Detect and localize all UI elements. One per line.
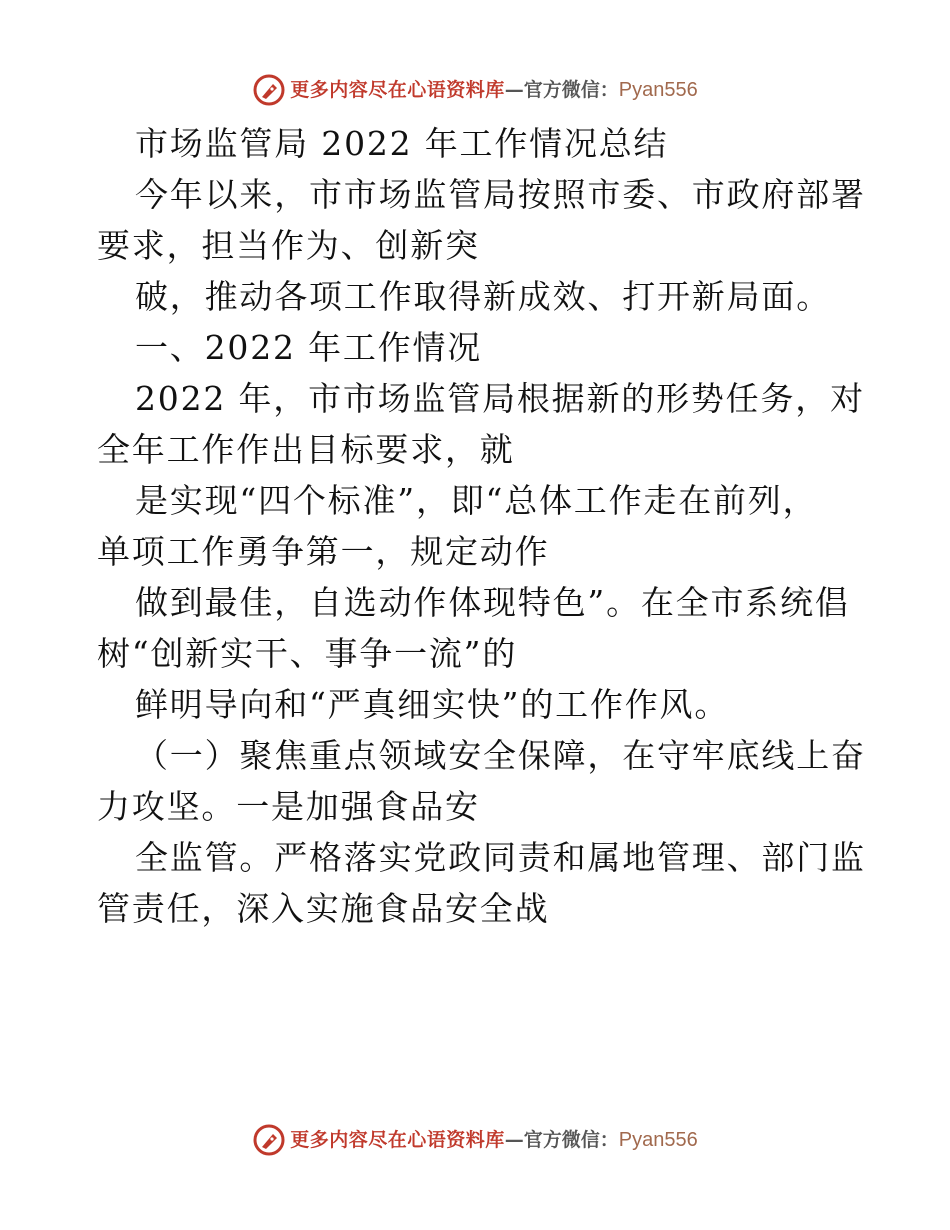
header-watermark	[0, 70, 950, 110]
text-line: 要求，担当作为、创新突	[97, 226, 480, 265]
text-line: 今年以来，市市场监管局按照市委、市政府部署	[135, 175, 866, 214]
footer-watermark	[0, 1120, 950, 1160]
text-line: 2022 年，市市场监管局根据新的形势任务，对	[135, 379, 865, 418]
text-line: 树“创新实干、事争一流”的	[97, 634, 518, 673]
text-line: 是实现“四个标准”，即“总体工作走在前列，	[135, 481, 818, 520]
text-line: 做到最佳，自选动作体现特色”。在全市系统倡	[135, 583, 850, 622]
text-line: 管责任，深入实施食品安全战	[97, 889, 550, 928]
subsection-heading: （一）聚焦重点领域安全保障，在守牢底线上奋	[135, 736, 866, 775]
watermark-contact-prefix: 官方微信：	[523, 78, 619, 101]
watermark-contact-id: Pyan556	[618, 79, 698, 101]
watermark-brand-text: 更多内容尽在心语资料库	[290, 1128, 505, 1151]
watermark-contact-prefix: 官方微信：	[523, 1128, 619, 1151]
text-line: 全监管。严格落实党政同责和属地管理、部门监	[135, 838, 866, 877]
pen-nib-circle-icon	[252, 1123, 286, 1157]
text-line: 全年工作作出目标要求，就	[97, 430, 515, 469]
watermark-brand-text: 更多内容尽在心语资料库	[290, 78, 505, 101]
document-body	[97, 121, 866, 937]
text-line: 力攻坚。一是加强食品安	[97, 787, 480, 826]
text-line: 单项工作勇争第一，规定动作	[97, 532, 550, 571]
watermark-contact-id: Pyan556	[618, 1129, 698, 1151]
pen-nib-circle-icon	[252, 73, 286, 107]
watermark-separator: —	[504, 78, 524, 101]
text-line: 鲜明导向和“严真细实快”的工作作风。	[135, 685, 730, 724]
watermark-separator: —	[504, 1128, 524, 1151]
document-title: 市场监管局 2022 年工作情况总结	[135, 124, 669, 163]
section-heading: 一、2022 年工作情况	[135, 328, 483, 367]
text-line: 破，推动各项工作取得新成效、打开新局面。	[135, 277, 831, 316]
